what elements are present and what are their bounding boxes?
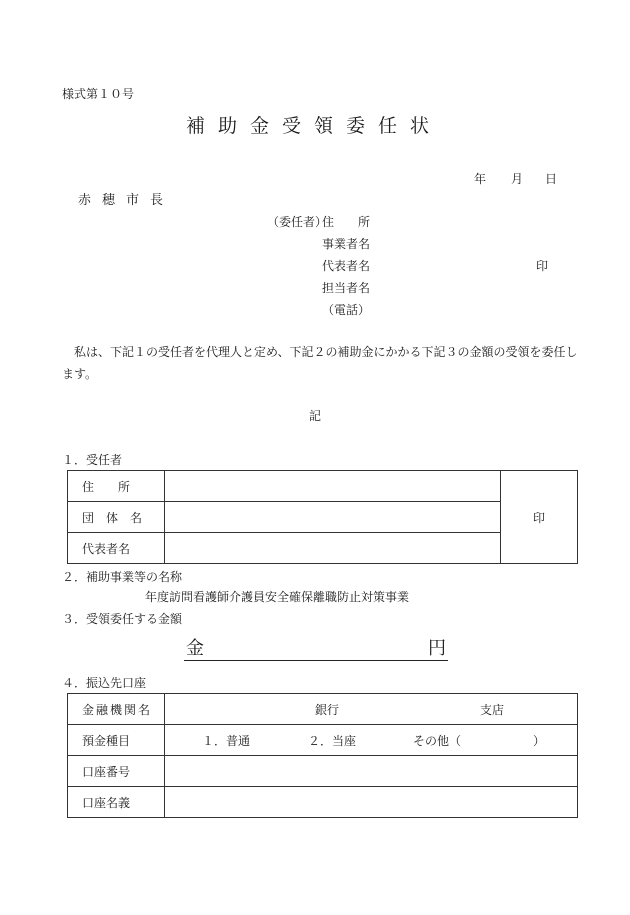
bank-name-label: 金融機関名: [68, 694, 165, 725]
addressee: 赤穂市長: [78, 193, 175, 208]
trustee-address-label: 住 所: [68, 471, 165, 502]
body-line-2: ます。: [62, 367, 98, 381]
trustee-seal-cell[interactable]: [501, 471, 578, 564]
section2-heading: ２．補助事業等の名称: [62, 570, 183, 584]
delegator-rep-label: 代表者名: [322, 259, 371, 273]
project-name: 年度訪問看護師介護員安全確保離職防止対策事業: [145, 590, 410, 604]
deposit-type-field[interactable]: [165, 725, 578, 756]
date-year: 年: [474, 172, 487, 186]
amount-underline[interactable]: [184, 660, 448, 661]
trustee-address-field[interactable]: [165, 471, 501, 502]
account-holder-label: 口座名義: [68, 787, 165, 818]
account-holder-field[interactable]: [165, 787, 578, 818]
amount-kin: 金: [186, 638, 204, 659]
section4-heading: ４．振込先口座: [62, 676, 147, 690]
trustee-rep-field[interactable]: [165, 533, 501, 564]
amount-yen: 円: [428, 638, 446, 659]
section3-heading: ３．受領委任する金額: [62, 612, 183, 626]
bank-table: [67, 693, 578, 818]
trustee-seal: 印: [532, 510, 545, 525]
trustee-org-field[interactable]: [165, 502, 501, 533]
delegator-seal: 印: [536, 259, 549, 273]
account-number-label: 口座番号: [68, 756, 165, 787]
delegator-phone-label: （電話）: [322, 303, 371, 317]
delegator-contact-label: 担当者名: [322, 281, 371, 295]
account-number-field[interactable]: [165, 756, 578, 787]
trustee-rep-label: 代表者名: [68, 533, 165, 564]
section1-heading: １．受任者: [62, 453, 123, 467]
date-day: 日: [545, 172, 558, 186]
ki-mark: 記: [309, 409, 322, 423]
date-month: 月: [511, 172, 524, 186]
delegator-prefix: （委任者）: [267, 215, 328, 229]
form-number: 様式第１０号: [62, 87, 135, 101]
deposit-option-other[interactable]: その他（ ）: [413, 734, 546, 748]
trustee-org-label: 団 体 名: [68, 502, 165, 533]
bank-name-field[interactable]: [165, 694, 578, 725]
deposit-option-ordinary[interactable]: １．普通: [202, 734, 251, 748]
trustee-table: [67, 470, 578, 564]
body-line-1: 私は、下記１の受任者を代理人と定め、下記２の補助金にかかる下記３の金額の受領を委任し: [74, 345, 578, 359]
delegator-business-label: 事業者名: [322, 237, 371, 251]
page-title: 補助金受領委任状: [186, 115, 443, 137]
deposit-option-current[interactable]: ２．当座: [308, 734, 357, 748]
branch-text: 支店: [480, 703, 505, 717]
bank-text: 銀行: [315, 703, 340, 717]
deposit-type-label: 預金種目: [68, 725, 165, 756]
delegator-address-label: 住 所: [322, 215, 371, 229]
